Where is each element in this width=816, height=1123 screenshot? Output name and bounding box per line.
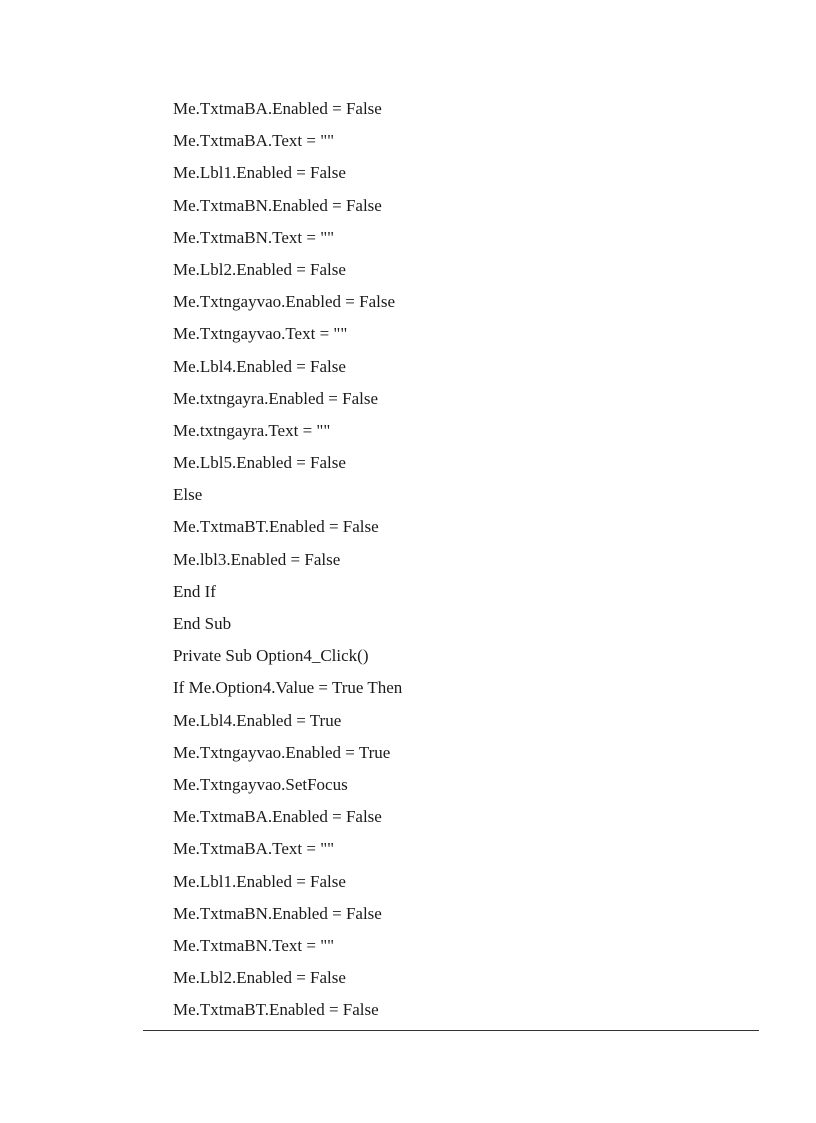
code-listing: [173, 93, 402, 1026]
code-line: Me.Txtngayvao.Text = "": [173, 324, 348, 344]
code-line: Me.Txtngayvao.Enabled = False: [173, 292, 396, 312]
code-line: Me.Lbl4.Enabled = True: [173, 710, 342, 730]
code-line: Else: [173, 485, 203, 505]
code-line: If Me.Option4.Value = True Then: [173, 678, 403, 698]
code-line: Me.Txtngayvao.Enabled = True: [173, 742, 391, 762]
code-line: End Sub: [173, 614, 232, 633]
code-line: Me.lbl3.Enabled = False: [173, 549, 341, 569]
code-line: Me.Lbl4.Enabled = False: [173, 356, 346, 376]
code-line: Me.TxtmaBN.Enabled = False: [173, 195, 382, 215]
code-line: Me.TxtmaBT.Enabled = False: [173, 1000, 379, 1020]
code-line: Me.TxtmaBA.Enabled = False: [173, 99, 382, 118]
code-line: Me.TxtmaBN.Enabled = False: [173, 903, 382, 923]
code-line: Private Sub Option4_Click(): [173, 646, 369, 666]
code-line: Me.txtngayra.Text = "": [173, 420, 331, 440]
code-line: Me.Lbl2.Enabled = False: [173, 259, 346, 279]
code-line: Me.Lbl5.Enabled = False: [173, 453, 346, 473]
code-line: Me.Txtngayvao.SetFocus: [173, 774, 348, 794]
code-line: Me.TxtmaBN.Text = "": [173, 935, 335, 955]
code-line: End If: [173, 581, 216, 601]
code-line: Me.TxtmaBA.Text = "": [173, 131, 335, 151]
footer-divider: [143, 1030, 759, 1031]
code-line: Me.TxtmaBA.Text = "": [173, 839, 335, 859]
code-line: Me.Lbl1.Enabled = False: [173, 871, 346, 891]
code-line: Me.TxtmaBN.Text = "": [173, 227, 335, 247]
code-line: Me.TxtmaBT.Enabled = False: [173, 517, 379, 537]
code-line: Me.Lbl1.Enabled = False: [173, 163, 346, 183]
code-line: Me.Lbl2.Enabled = False: [173, 968, 346, 988]
code-line: Me.TxtmaBA.Enabled = False: [173, 807, 382, 827]
code-line: Me.txtngayra.Enabled = False: [173, 388, 379, 408]
